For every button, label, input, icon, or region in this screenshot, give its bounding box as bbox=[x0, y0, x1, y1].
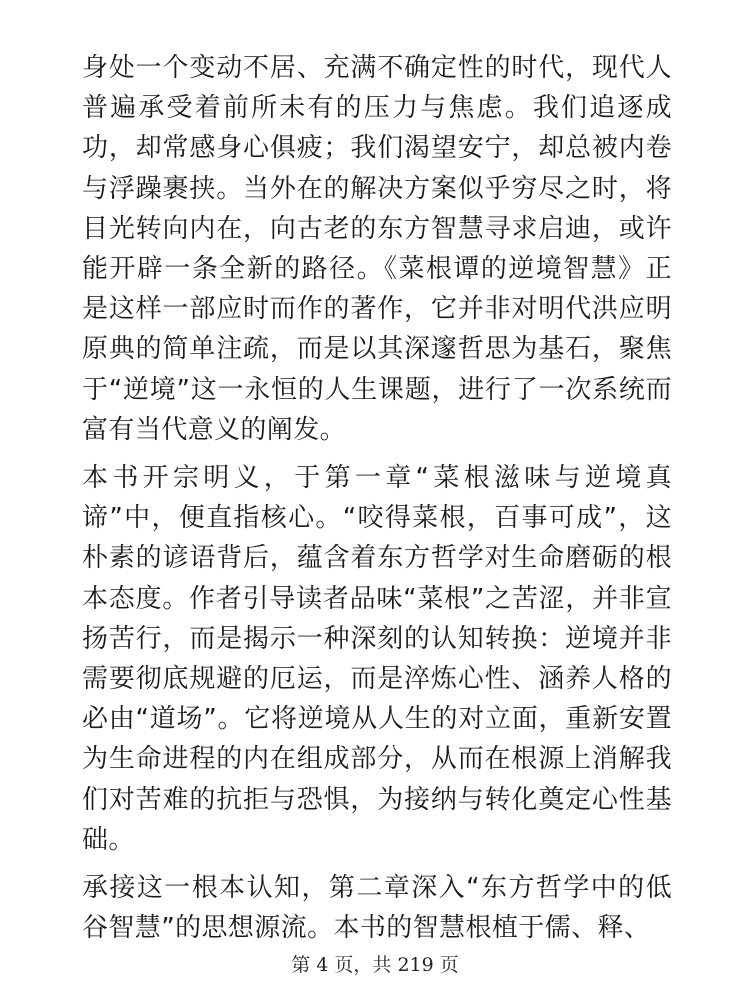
paragraph-2: 本书开宗明义，于第一章“菜根滋味与逆境真谛”中，便直指核心。“咬得菜根，百事可成”，这朴素的谚语背后，蕴含着东方哲学对生命磨砺的根本态度。作者引导读者品味“菜根”之苦涩，并非宣扬苦行，而是揭示一种深刻的认知转换：逆境并非需要彻底规避的厄运，而是淬炼心性、涵养人格的必由“道场”。它将逆境从人生的对立面，重新安置为生命进程的内在组成部分，从而在根源上消解我们对苦难的抗拒与恐惧，为接纳与转化奠定心性基础。 bbox=[82, 463, 672, 855]
page-number: 第 4 页，共 219 页 bbox=[291, 954, 459, 976]
paragraph-3: 承接这一根本认知，第二章深入“东方哲学中的低谷智慧”的思想源流。本书的智慧根植于儒、释、 bbox=[82, 873, 672, 944]
body-text bbox=[82, 48, 672, 956]
paragraph-1: 身处一个变动不居、充满不确定性的时代，现代人普遍承受着前所未有的压力与焦虑。我们追逐成功，却常感身心俱疲；我们渴望安宁，却总被内卷与浮躁裹挟。当外在的解决方案似乎穷尽之时，将目光转向内在，向古老的东方智慧寻求启迪，或许能开辟一条全新的路径。《菜根谭的逆境智慧》正是这样一部应时而作的著作，它并非对明代洪应明原典的简单注疏，而是以其深邃哲思为基石，聚焦于“逆境”这一永恒的人生课题，进行了一次系统而富有当代意义的阐发。 bbox=[82, 53, 672, 445]
